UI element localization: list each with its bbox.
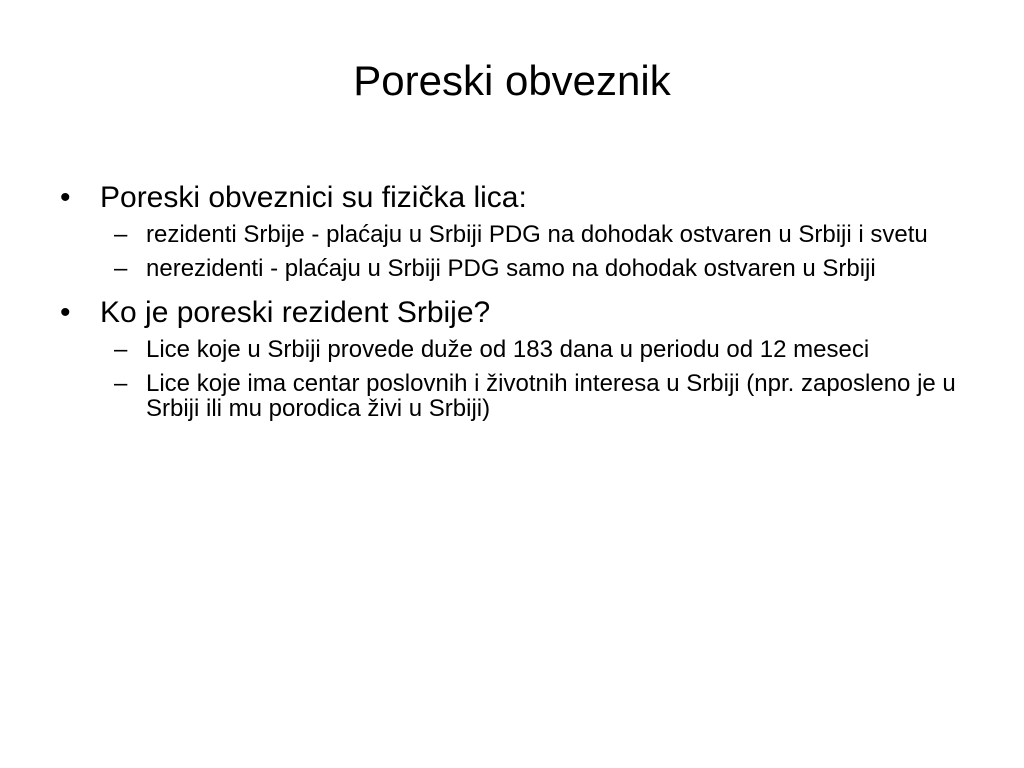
- sub-list: [114, 337, 960, 421]
- slide-title: Poreski obveznik: [353, 57, 671, 104]
- dash-marker: –: [114, 370, 128, 397]
- slide-content: [60, 180, 960, 435]
- bullet-marker: •: [60, 181, 71, 214]
- sub-item: [114, 222, 960, 247]
- sub-item: [114, 337, 960, 362]
- sub-item-text: Lice koje u Srbiji provede duže od 183 dana u periodu od 12 meseci: [146, 336, 870, 363]
- bullet-item: [60, 180, 960, 216]
- sub-item-text: nerezidenti - plaćaju u Srbiji PDG samo na dohodak ostvaren u Srbiji: [146, 255, 876, 282]
- dash-marker: –: [114, 336, 128, 363]
- sub-item-text: rezidenti Srbije - plaćaju u Srbiji PDG na dohodak ostvaren u Srbiji i svetu: [146, 221, 928, 248]
- bullet-text: Ko je poreski rezident Srbije?: [100, 296, 491, 329]
- sub-item: [114, 256, 960, 281]
- bullet-marker: •: [60, 296, 71, 329]
- sub-list: [114, 222, 960, 281]
- sub-item-text: Lice koje ima centar poslovnih i životnih interesa u Srbiji (npr. zaposleno je u Srbiji ili mu porodica živi u Srbiji): [146, 370, 956, 422]
- dash-marker: –: [114, 221, 128, 248]
- sub-item: [114, 371, 960, 421]
- bullet-item: [60, 295, 960, 331]
- dash-marker: –: [114, 255, 128, 282]
- bullet-text: Poreski obveznici su fizička lica:: [100, 181, 527, 214]
